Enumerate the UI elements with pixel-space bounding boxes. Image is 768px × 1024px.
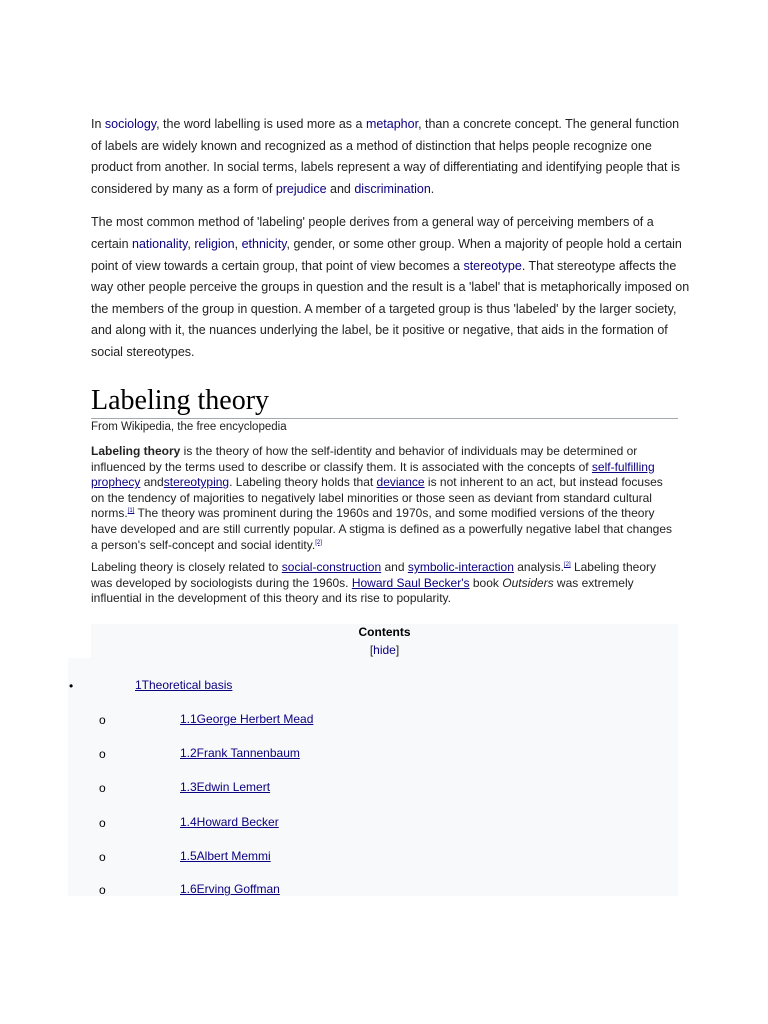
circle-bullet-icon: o xyxy=(99,747,106,761)
link-discrimination[interactable]: discrimination xyxy=(354,181,431,196)
text-run: Labeling theory was developed by sociologists during the 1960s. xyxy=(91,560,657,590)
link-sociology[interactable]: sociology xyxy=(104,117,157,131)
text-run: . That stereotype affects the way other people perceive the groups in question and the result is a 'label' that is metaphorically imposed on the members of the group in question. A member of a targeted group is thus 'labeled' by the larger society, and along with it, the nuances underlying the label, be it positive or negative, that aids in the formation of social stereotypes. xyxy=(91,258,690,359)
link-deviance[interactable]: deviance xyxy=(376,475,425,490)
text-run: was extremely influential in the development of this theory and its rise to popularity. xyxy=(91,575,634,606)
text-run: In xyxy=(91,117,105,131)
toc-side-panel xyxy=(68,658,91,896)
reference-2[interactable]: [2] xyxy=(315,539,322,546)
link-ethnicity[interactable]: ethnicity xyxy=(241,236,287,251)
text-run: , gender, or some other group. When a majority of people hold a certain point of view towards a certain group, that point of view becomes a xyxy=(91,236,682,273)
book-title: Outsiders xyxy=(502,575,554,590)
toc-item-theoretical-basis[interactable]: 1Theoretical basis xyxy=(135,678,233,692)
text-run: Labeling theory is closely related to xyxy=(91,560,282,575)
link-self-fulfilling-prophecy[interactable]: self-fulfilling prophecy xyxy=(91,459,655,490)
link-stereotyping[interactable]: stereotyping xyxy=(163,475,230,490)
toc-title: Contents xyxy=(358,625,411,639)
intro-paragraph-1 xyxy=(91,114,691,200)
circle-bullet-icon: o xyxy=(99,850,106,864)
text-run: and xyxy=(326,181,355,196)
page-title: Labeling theory xyxy=(91,384,678,419)
toc-item-howard-becker[interactable]: 1.4Howard Becker xyxy=(180,815,279,829)
intro-paragraph-2 xyxy=(91,212,691,363)
text-run: . Labeling theory holds that xyxy=(229,475,377,490)
link-howard-saul-becker[interactable]: Howard Saul Becker's xyxy=(351,575,470,590)
toc-toggle xyxy=(91,643,678,657)
site-subtitle: From Wikipedia, the free encyclopedia xyxy=(91,421,287,433)
text-run: is the theory of how the self-identity and behavior of individuals may be determined or influenced by the terms used to describe or classify them. It is associated with the concepts of xyxy=(91,444,638,474)
toc-item-george-herbert-mead[interactable]: 1.1George Herbert Mead xyxy=(180,712,314,726)
circle-bullet-icon: o xyxy=(99,781,106,795)
text-run: and xyxy=(140,475,164,490)
bracket: [ xyxy=(369,643,374,657)
link-prejudice[interactable]: prejudice xyxy=(275,181,327,196)
circle-bullet-icon: o xyxy=(99,713,106,727)
text-run: , than a concrete concept. The general function of labels are widely known and recognized as a method of distinction that helps people recognize one product from another. In social terms, labels represent a way of differentiating and identifying people that is considered by many as a form of xyxy=(91,117,680,196)
bracket: ] xyxy=(395,643,400,657)
article-paragraph-2 xyxy=(91,560,678,607)
toc-hide-link[interactable]: hide xyxy=(373,643,396,657)
link-symbolic-interaction[interactable]: symbolic-interaction xyxy=(407,560,514,575)
text-run: , the word labelling is used more as a xyxy=(156,117,366,131)
article-paragraph-1 xyxy=(91,444,678,553)
text-run: The theory was prominent during the 1960s and 1970s, and some modified versions of the theory have developed and are still currently popular. A stigma is defined as a powerfully negative label that changes a person's self-concept and social identity. xyxy=(91,506,673,552)
intro-text xyxy=(91,114,691,364)
circle-bullet-icon: o xyxy=(99,816,106,830)
toc-item-albert-memmi[interactable]: 1.5Albert Memmi xyxy=(180,849,271,863)
bullet-icon: • xyxy=(69,679,74,693)
toc-item-edwin-lemert[interactable]: 1.3Edwin Lemert xyxy=(180,780,271,794)
reference-1[interactable]: [1] xyxy=(127,508,135,515)
link-stereotype[interactable]: stereotype xyxy=(463,258,522,273)
text-run: and xyxy=(381,560,408,575)
link-nationality[interactable]: nationality xyxy=(132,236,188,251)
toc-item-erving-goffman[interactable]: 1.6Erving Goffman xyxy=(180,882,280,896)
link-religion[interactable]: religion xyxy=(194,236,235,251)
text-run: , xyxy=(234,236,242,251)
text-run: is not inherent to an act, but instead focuses on the tendency of majorities to negatively label minorities or those seen as deviant from standard cultural norms. xyxy=(91,475,663,521)
circle-bullet-icon: o xyxy=(99,883,106,897)
text-run: analysis. xyxy=(513,560,564,575)
text-run: . xyxy=(430,181,435,196)
text-run: book xyxy=(469,575,503,590)
text-run: , xyxy=(187,236,195,251)
link-metaphor[interactable]: metaphor xyxy=(365,117,419,131)
article-body xyxy=(91,444,678,607)
text-run: The most common method of 'labeling' people derives from a general way of perceiving members of a certain xyxy=(91,215,654,251)
toc-item-frank-tannenbaum[interactable]: 1.2Frank Tannenbaum xyxy=(180,746,300,760)
reference-3[interactable]: [2] xyxy=(563,562,571,569)
bold-term: Labeling theory xyxy=(91,444,181,458)
link-social-construction[interactable]: social-construction xyxy=(281,560,382,575)
